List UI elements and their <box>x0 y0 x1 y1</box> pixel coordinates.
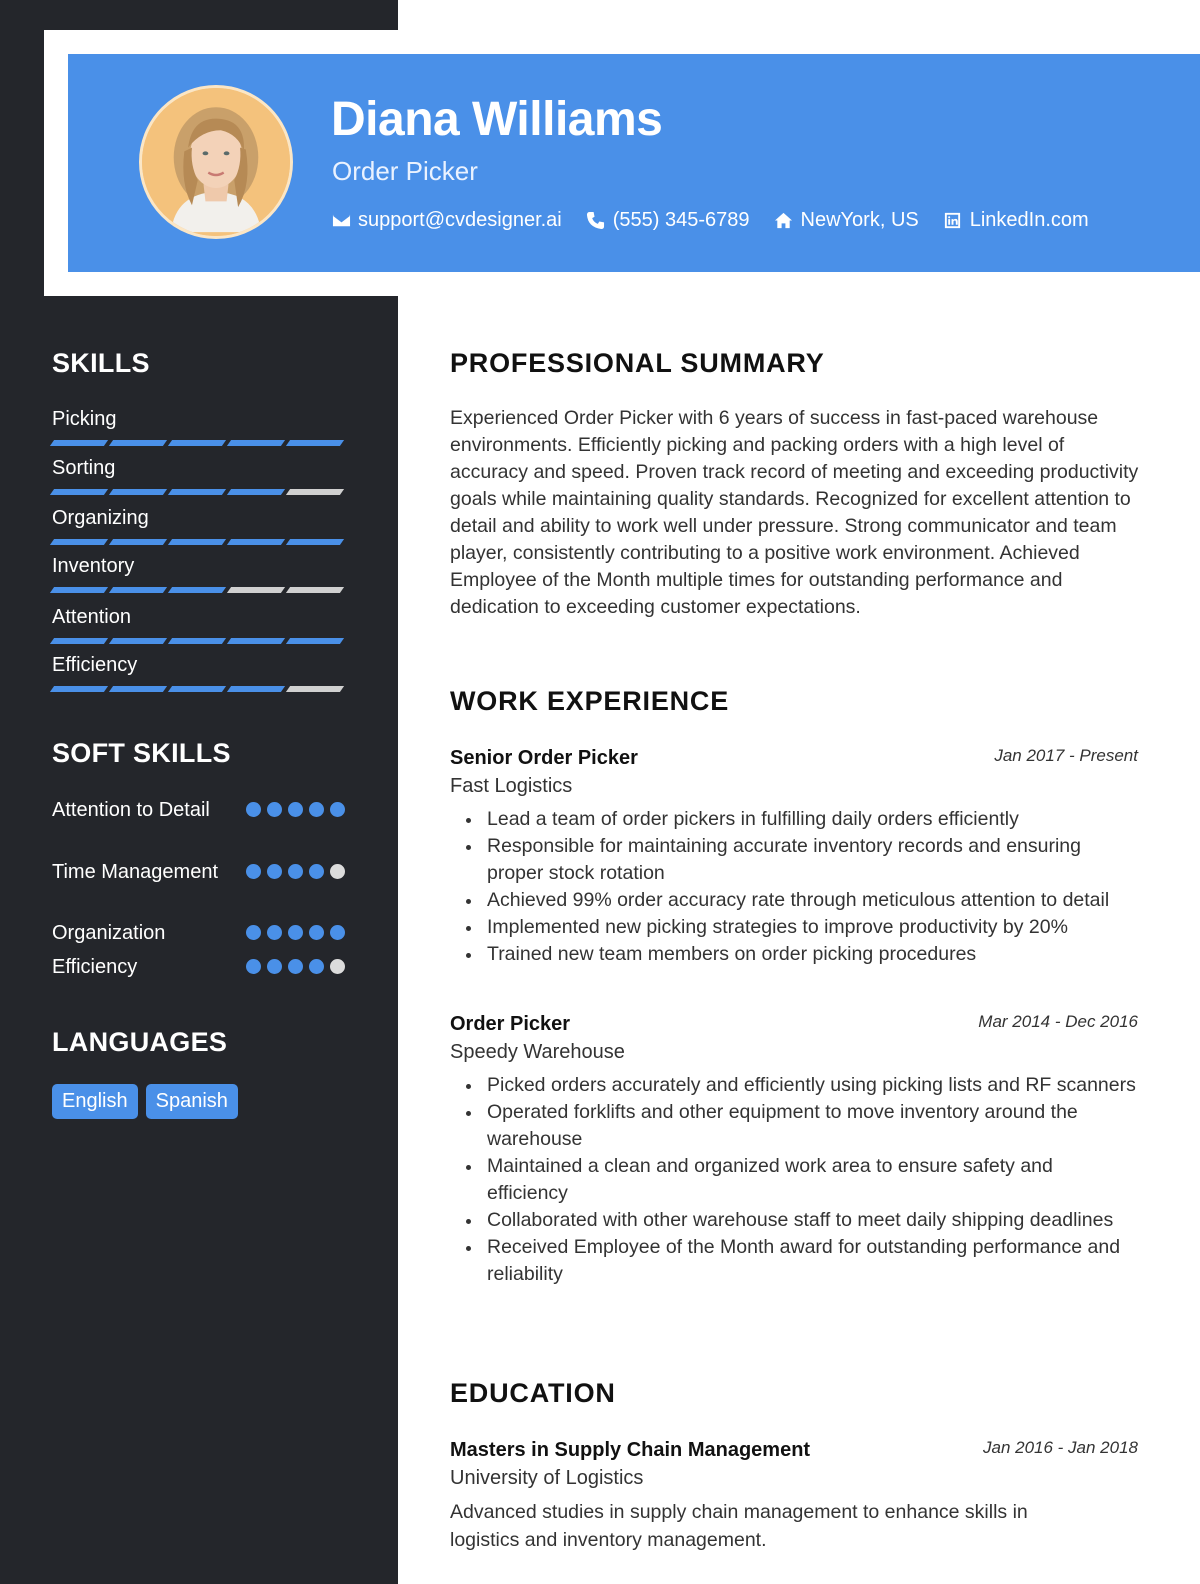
level-segment <box>286 440 344 446</box>
level-segment <box>50 440 108 446</box>
skill-level-bar <box>52 686 346 692</box>
level-segment <box>168 539 226 545</box>
job-bullet: Trained new team members on order picking procedures <box>464 941 1138 968</box>
school-name: University of Logistics <box>450 1467 644 1489</box>
rating-dot <box>330 802 345 817</box>
skill-level-bar <box>52 539 346 545</box>
job-title: Order Picker <box>450 1013 571 1035</box>
level-segment <box>109 587 167 593</box>
job-bullet: Operated forklifts and other equipment to move inventory around the warehouse <box>464 1099 1138 1153</box>
education-entry <box>450 1436 1138 1554</box>
soft-skill-item <box>52 858 346 886</box>
skill-name: Picking <box>52 408 117 430</box>
level-segment <box>50 686 108 692</box>
contact-linkedin-text: LinkedIn.com <box>969 208 1089 231</box>
level-segment <box>109 638 167 644</box>
education-dates: Jan 2016 - Jan 2018 <box>982 1438 1138 1457</box>
rating-dot <box>267 959 282 974</box>
job-bullet: Achieved 99% order accuracy rate through meticulous attention to detail <box>464 887 1138 914</box>
level-segment <box>50 638 108 644</box>
rating-dot <box>288 959 303 974</box>
level-segment <box>168 638 226 644</box>
rating-dot <box>246 864 261 879</box>
job-bullet: Picked orders accurately and efficiently using picking lists and RF scanners <box>464 1072 1138 1099</box>
level-segment <box>168 686 226 692</box>
contact-phone[interactable] <box>586 209 750 232</box>
skill-name: Organizing <box>52 507 149 529</box>
soft-skill-item <box>52 796 346 824</box>
summary-text: Experienced Order Picker with 6 years of success in fast-paced warehouse environments. Efficiently picking and packing orders with a high level of accuracy and speed. Proven track record of meeting and exceeding productivity goals while maintaining quality standards. Recognized for excellent attention to detail and ability to work well under pressure. Strong communicator and team player, consistently contributing to a positive work environment. Achieved Employee of the Month multiple times for outstanding performance and dedication to exceeding customer expectations. <box>450 407 1139 618</box>
level-segment <box>286 489 344 495</box>
soft-skill-name: Organization <box>52 922 166 944</box>
rating-dot <box>309 925 324 940</box>
soft-skill-rating <box>246 864 345 879</box>
rating-dot <box>288 864 303 879</box>
rating-dot <box>309 802 324 817</box>
level-segment <box>168 489 226 495</box>
job-bullet: Lead a team of order pickers in fulfilling daily orders efficiently <box>464 806 1138 833</box>
level-segment <box>227 638 285 644</box>
level-segment <box>286 686 344 692</box>
job-bullets <box>450 806 1138 968</box>
rating-dot <box>246 925 261 940</box>
languages-heading: LANGUAGES <box>52 1027 228 1057</box>
skill-item <box>52 505 346 545</box>
job-dates: Jan 2017 - Present <box>994 746 1138 765</box>
level-segment <box>227 440 285 446</box>
rating-dot <box>330 925 345 940</box>
skill-level-bar <box>52 489 346 495</box>
soft-skill-name: Attention to Detail <box>52 799 210 821</box>
contact-list <box>331 205 1113 235</box>
level-segment <box>286 539 344 545</box>
soft-skill-item <box>52 953 346 981</box>
level-segment <box>109 440 167 446</box>
soft-skill-rating <box>246 959 345 974</box>
skill-item <box>52 455 346 495</box>
rating-dot <box>267 925 282 940</box>
job-entry <box>450 744 1138 968</box>
level-segment <box>286 587 344 593</box>
level-segment <box>109 539 167 545</box>
rating-dot <box>267 864 282 879</box>
level-segment <box>227 686 285 692</box>
skills-heading: SKILLS <box>52 348 150 378</box>
skill-level-bar <box>52 638 346 644</box>
education-heading: EDUCATION <box>450 1378 616 1408</box>
skill-item <box>52 553 346 593</box>
soft-skill-rating <box>246 925 345 940</box>
rating-dot <box>267 802 282 817</box>
job-bullet: Collaborated with other warehouse staff to meet daily shipping deadlines <box>464 1207 1138 1234</box>
rating-dot <box>330 959 345 974</box>
job-dates: Mar 2014 - Dec 2016 <box>978 1012 1138 1031</box>
rating-dot <box>288 925 303 940</box>
soft-skill-name: Time Management <box>52 861 218 883</box>
language-list <box>52 1084 238 1119</box>
contact-email[interactable] <box>331 209 562 232</box>
rating-dot <box>246 802 261 817</box>
education-description: Advanced studies in supply chain management to enhance skills in logistics and inventory management. <box>450 1501 1028 1551</box>
level-segment <box>168 440 226 446</box>
language-tag: English <box>52 1084 138 1119</box>
soft-skill-rating <box>246 802 345 817</box>
level-segment <box>50 539 108 545</box>
rating-dot <box>246 959 261 974</box>
level-segment <box>227 489 285 495</box>
skill-name: Attention <box>52 606 131 628</box>
envelope-icon <box>331 210 351 230</box>
rating-dot <box>330 864 345 879</box>
job-bullets <box>450 1072 1138 1288</box>
avatar-portrait <box>142 88 290 236</box>
level-segment <box>50 489 108 495</box>
job-title: Senior Order Picker <box>450 747 638 769</box>
experience-heading: WORK EXPERIENCE <box>450 686 730 716</box>
soft-skill-item <box>52 919 346 947</box>
level-segment <box>50 587 108 593</box>
job-bullet: Responsible for maintaining accurate inventory records and ensuring proper stock rotation <box>464 833 1138 887</box>
candidate-name: Diana Williams <box>331 93 663 146</box>
skill-name: Efficiency <box>52 654 138 676</box>
phone-icon <box>586 210 606 230</box>
level-segment <box>227 587 285 593</box>
job-bullet: Received Employee of the Month award for outstanding performance and reliability <box>464 1234 1138 1288</box>
level-segment <box>168 587 226 593</box>
contact-phone-text: (555) 345-6789 <box>612 208 750 231</box>
level-segment <box>227 539 285 545</box>
avatar <box>139 85 293 239</box>
job-bullet: Maintained a clean and organized work area to ensure safety and efficiency <box>464 1153 1138 1207</box>
job-bullet: Implemented new picking strategies to improve productivity by 20% <box>464 914 1138 941</box>
skill-level-bar <box>52 587 346 593</box>
candidate-role: Order Picker <box>332 156 478 186</box>
rating-dot <box>309 959 324 974</box>
contact-linkedin[interactable] <box>943 209 1089 232</box>
skill-item <box>52 604 346 644</box>
degree-title: Masters in Supply Chain Management <box>450 1439 811 1461</box>
skill-item <box>52 652 346 692</box>
summary-heading: PROFESSIONAL SUMMARY <box>450 348 825 378</box>
rating-dot <box>309 864 324 879</box>
soft-skills-heading: SOFT SKILLS <box>52 738 231 768</box>
skill-name: Inventory <box>52 555 135 577</box>
skill-item <box>52 406 346 446</box>
level-segment <box>109 489 167 495</box>
linkedin-icon <box>943 210 963 230</box>
level-segment <box>286 638 344 644</box>
home-icon <box>774 210 794 230</box>
level-segment <box>109 686 167 692</box>
soft-skill-name: Efficiency <box>52 956 138 978</box>
job-company: Speedy Warehouse <box>450 1041 625 1063</box>
contact-email-text: support@cvdesigner.ai <box>358 208 562 231</box>
skill-level-bar <box>52 440 346 446</box>
rating-dot <box>288 802 303 817</box>
contact-location-text: NewYork, US <box>800 208 919 231</box>
job-company: Fast Logistics <box>450 775 573 797</box>
job-entry <box>450 1010 1138 1288</box>
language-tag: Spanish <box>146 1084 238 1119</box>
skill-name: Sorting <box>52 457 116 479</box>
contact-location[interactable] <box>774 209 919 232</box>
